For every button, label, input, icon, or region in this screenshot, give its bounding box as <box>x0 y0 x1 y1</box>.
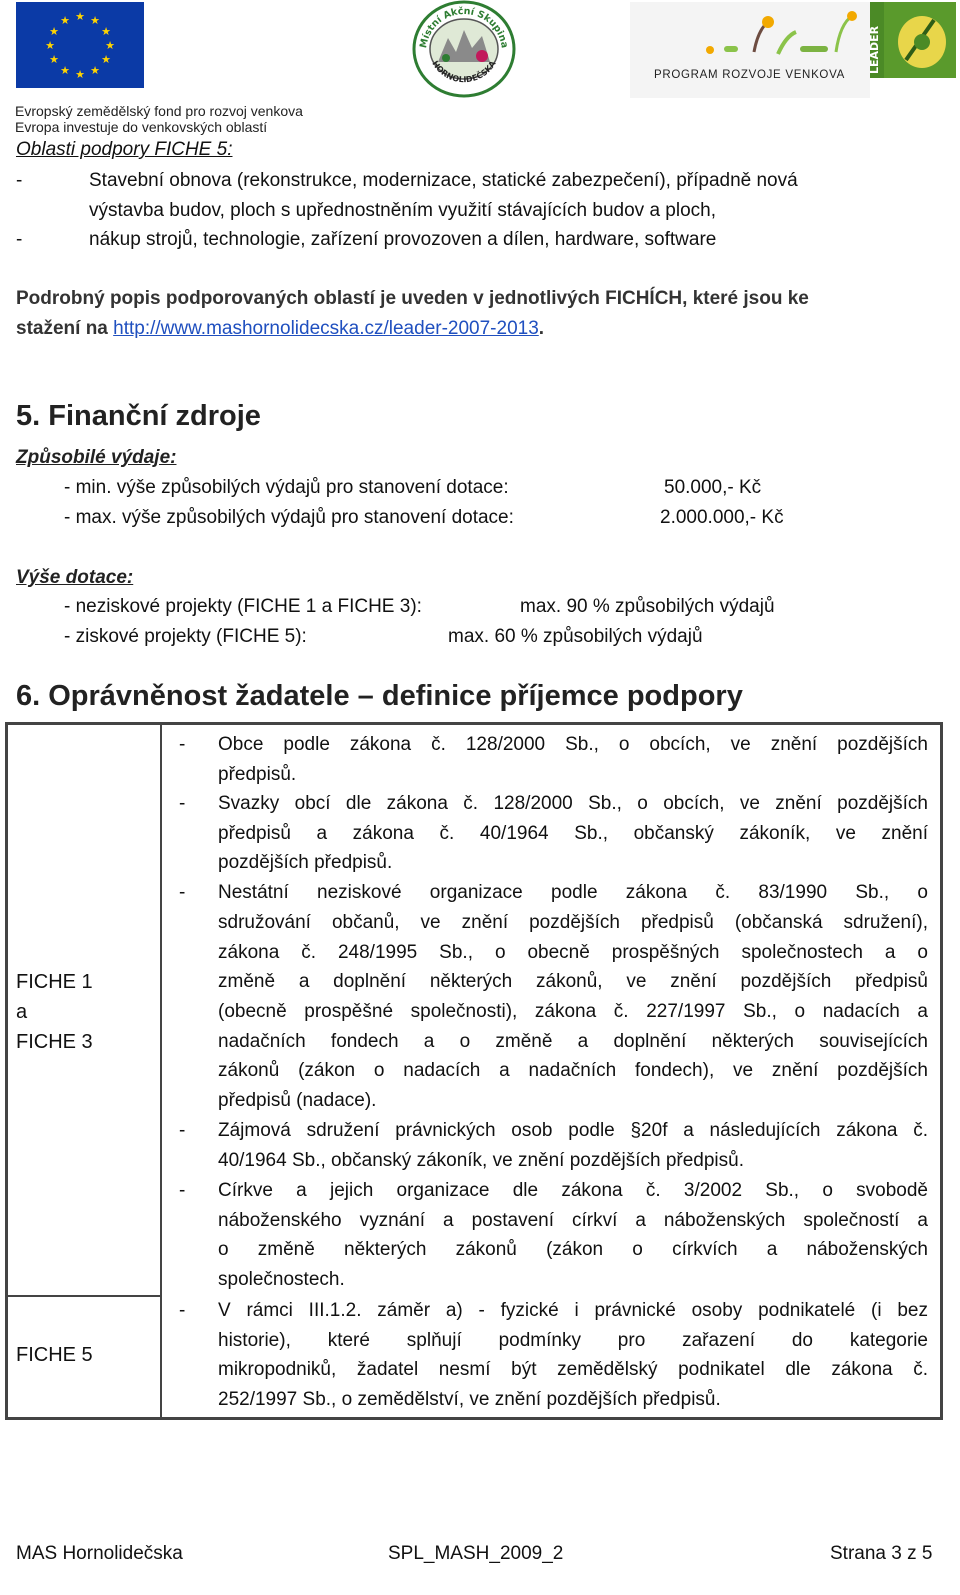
footer-document-code: SPL_MASH_2009_2 <box>388 1543 564 1564</box>
table-line: předpisů a zákona č. 40/1964 Sb., občanský zákoník, ve znění <box>218 823 928 844</box>
svg-text:★: ★ <box>60 64 70 77</box>
list-dash: - <box>16 170 23 191</box>
min-eligible-value: 50.000,- Kč <box>664 477 762 498</box>
svg-text:Místní Akční Skupina <box>418 6 510 49</box>
row2-label-fiche5: FICHE 5 <box>16 1344 93 1366</box>
svg-text:★: ★ <box>49 53 59 66</box>
svg-text:★: ★ <box>105 39 115 52</box>
list-item-text: Stavební obnova (rekonstrukce, modernizace, statické zabezpečení), případně nová <box>89 170 798 191</box>
list-item-text: nákup strojů, technologie, zařízení provozoven a dílen, hardware, software <box>89 229 717 250</box>
svg-text:HORNOLIDEČSKA <box>430 59 498 85</box>
detail-text: stažení na <box>16 318 114 339</box>
table-line: nadačních fondech a o změně a doplnění některých souvisejících <box>218 1031 928 1052</box>
table-line: V rámci III.1.2. záměr a) - fyzické i právnické osoby podnikatelé (i bez <box>218 1300 928 1321</box>
table-line: Svazky obcí dle zákona č. 128/2000 Sb., o obcích, ve znění pozdějších <box>218 793 928 814</box>
row1-label-fiche3: FICHE 3 <box>16 1031 93 1053</box>
eu-flag-logo <box>16 2 144 88</box>
min-eligible-label: - min. výše způsobilých výdajů pro stanovení dotace: <box>64 477 509 498</box>
row1-label-fiche1: FICHE 1 <box>16 971 93 993</box>
table-line: společnostech. <box>218 1269 345 1290</box>
eu-caption-line-2: Evropa investuje do venkovských oblastí <box>15 119 268 135</box>
mas-logo-lettering <box>412 0 516 98</box>
table-line: Zájmová sdružení právnických osob podle §20f a následujících zákona č. <box>218 1120 928 1141</box>
eu-caption-line-1: Evropský zemědělský fond pro rozvoj venkova <box>15 103 303 119</box>
prv-logo <box>630 2 870 98</box>
list-item-continuation: výstavba budov, ploch s upřednostněním využití stávajících budov a ploch, <box>89 200 716 221</box>
list-dash: - <box>179 793 186 814</box>
table-line: zákonů (zákon o nadacích a nadačních fondech), ve znění pozdějších <box>218 1060 928 1081</box>
svg-text:★: ★ <box>101 53 111 66</box>
table-line: Obce podle zákona č. 128/2000 Sb., o obcích, ve znění pozdějších <box>218 734 928 755</box>
section-5-heading: 5. Finanční zdroje <box>16 400 261 432</box>
mas-logo-top-text: Místní Akční Skupina <box>418 5 510 50</box>
footer-organization: MAS Hornolidečska <box>16 1543 183 1564</box>
list-dash: - <box>179 882 186 903</box>
list-dash: - <box>179 1120 186 1141</box>
table-line: změně a doplnění některých zákonů, ve znění pozdějších předpisů <box>218 971 928 992</box>
detail-paragraph-line-1: Podrobný popis podporovaných oblastí je uveden v jednotlivých FICHÍCH, které jsou ke <box>16 288 809 309</box>
list-dash: - <box>179 734 186 755</box>
svg-text:★: ★ <box>60 14 70 27</box>
max-eligible-value: 2.000.000,- Kč <box>660 507 784 528</box>
table-line: předpisů. <box>218 764 297 785</box>
svg-text:★: ★ <box>45 39 55 52</box>
list-item <box>16 225 716 255</box>
table-line: zákona č. 248/1995 Sb., o obecně prospěšných společnostech a o <box>218 942 928 963</box>
profit-label: - ziskové projekty (FICHE 5): <box>64 626 307 647</box>
max-eligible-label: - max. výše způsobilých výdajů pro stanovení dotace: <box>64 507 514 528</box>
table-line: sdružování občanů, ve znění pozdějších předpisů (občanská sdružení), <box>218 912 928 933</box>
footer-page-number: Strana 3 z 5 <box>830 1543 933 1564</box>
mas-logo-bottom-text: HORNOLIDEČSKA <box>430 59 498 85</box>
table-line: o změně některých zákonů (zákon o církvích a náboženských <box>218 1239 928 1260</box>
section-6-heading: 6. Oprávněnost žadatele – definice příjemce podpory <box>16 680 743 712</box>
table-line: pozdějších předpisů. <box>218 852 393 873</box>
table-line: historie), které splňují podmínky pro zařazení do kategorie <box>218 1330 928 1351</box>
nonprofit-label: - neziskové projekty (FICHE 1 a FICHE 3): <box>64 596 422 617</box>
list-dash: - <box>16 229 23 250</box>
prv-logo-text: PROGRAM ROZVOJE VENKOVA <box>654 69 845 81</box>
eligible-costs-title: Způsobilé výdaje: <box>16 447 177 468</box>
list-dash: - <box>179 1300 186 1321</box>
table-line: Nestátní neziskové organizace podle zákona č. 83/1990 Sb., o <box>218 882 928 903</box>
eu-stars-icon <box>16 2 144 88</box>
detail-period: . <box>538 318 545 339</box>
grant-amount-title: Výše dotace: <box>16 567 134 588</box>
svg-text:★: ★ <box>75 10 85 23</box>
list-item <box>16 166 798 196</box>
detail-paragraph-line-2 <box>16 314 940 344</box>
row1-label-and: a <box>16 1001 28 1023</box>
table-line: 252/1997 Sb., o zemědělství, ve znění pozdějších předpisů. <box>218 1389 721 1410</box>
fiche5-title: Oblasti podpory FICHE 5: <box>16 139 233 160</box>
table-column-divider <box>160 722 162 1420</box>
profit-value: max. 60 % způsobilých výdajů <box>448 626 703 647</box>
nonprofit-value: max. 90 % způsobilých výdajů <box>520 596 775 617</box>
leader-link[interactable]: http://www.mashornolidecska.cz/leader-2007-2013 <box>113 318 539 339</box>
svg-text:LEADER: LEADER <box>868 25 881 74</box>
table-line: Církve a jejich organizace dle zákona č. 3/2002 Sb., o svobodě <box>218 1180 928 1201</box>
list-dash: - <box>179 1180 186 1201</box>
table-line: náboženského vyznání a postavení církví a náboženských společností a <box>218 1210 928 1231</box>
table-row-divider <box>5 1295 162 1297</box>
leader-emblem-icon <box>870 2 956 78</box>
table-line: 40/1964 Sb., občanský zákoník, ve znění pozdějších předpisů. <box>218 1150 744 1171</box>
table-line: mikropodniků, žadatel nesmí být zemědělský podnikatel dle zákona č. <box>218 1359 928 1380</box>
prv-plants-icon <box>630 2 870 68</box>
svg-text:★: ★ <box>90 14 100 27</box>
table-line: předpisů (nadace). <box>218 1090 377 1111</box>
table-line: (obecně prospěšné společnosti), zákona č. 227/1997 Sb., o nadacích a <box>218 1001 928 1022</box>
svg-text:★: ★ <box>75 68 85 81</box>
leader-logo-text <box>866 4 882 76</box>
leader-logo <box>870 2 956 78</box>
svg-text:★: ★ <box>90 64 100 77</box>
svg-text:★: ★ <box>101 25 111 38</box>
svg-text:★: ★ <box>49 25 59 38</box>
